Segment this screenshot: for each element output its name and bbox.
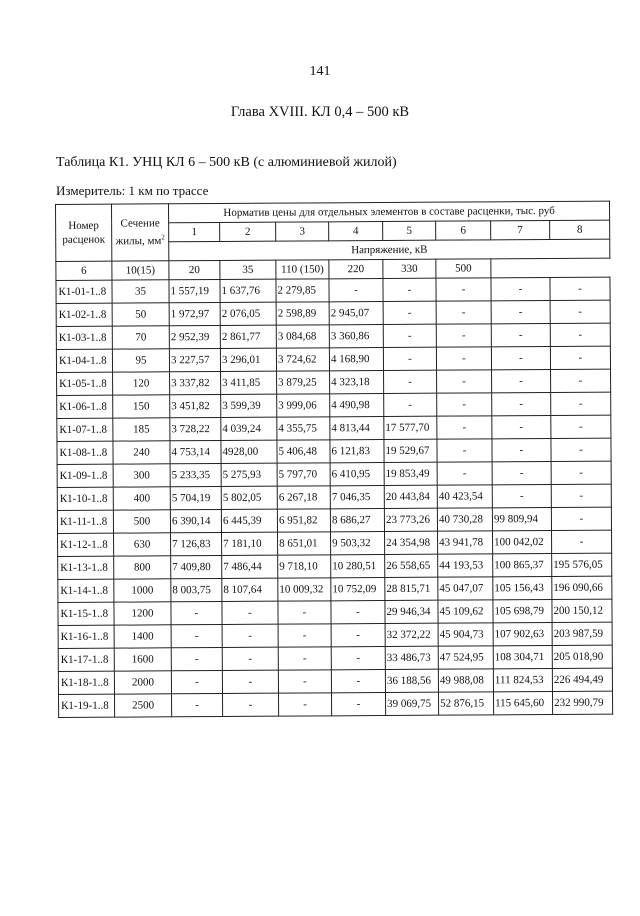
price-cell: - — [329, 278, 383, 301]
price-cell: - — [437, 393, 492, 416]
price-cell: 33 486,73 — [385, 646, 438, 669]
price-cell: 43 941,78 — [438, 531, 493, 554]
price-cell: - — [222, 670, 278, 693]
price-cell: - — [436, 347, 491, 370]
cross-section-cell: 1200 — [114, 602, 171, 625]
cross-section-cell: 630 — [114, 533, 171, 556]
price-cell: - — [331, 669, 385, 692]
price-cell: 4 490,98 — [330, 393, 384, 416]
price-cell: 8 003,75 — [171, 578, 222, 601]
cross-section-cell: 185 — [113, 418, 170, 441]
price-cell: - — [171, 670, 222, 693]
price-cell: 232 990,79 — [552, 691, 612, 714]
price-cell: - — [383, 278, 436, 301]
price-cell: 5 704,19 — [170, 486, 221, 509]
price-cell: 3 411,85 — [221, 371, 277, 394]
header-element-number: 7 — [491, 220, 550, 239]
price-cell: 196 090,66 — [552, 576, 612, 599]
price-cell: 45 047,07 — [438, 577, 493, 600]
price-cell: 115 645,60 — [493, 691, 552, 714]
rate-number-cell: К1-12-1..8 — [58, 533, 114, 556]
price-cell: 4 753,14 — [170, 440, 221, 463]
price-cell: - — [331, 646, 385, 669]
cross-section-cell: 2500 — [114, 694, 171, 717]
rate-number-cell: К1-19-1..8 — [58, 694, 114, 717]
table-title: Таблица К1. УНЦ КЛ 6 – 500 кВ (с алюминиевой жилой) — [56, 155, 397, 170]
price-cell: - — [552, 530, 612, 553]
price-cell: 6 445,39 — [221, 509, 277, 532]
rate-number-cell: К1-14-1..8 — [58, 579, 114, 602]
table-row — [58, 553, 612, 579]
price-cell: 5 233,35 — [170, 463, 221, 486]
measure-unit: Измеритель: 1 км по трассе — [56, 183, 209, 198]
price-cell: - — [222, 624, 278, 647]
table-body — [56, 277, 613, 717]
price-cell: - — [278, 670, 331, 693]
price-cell: - — [171, 693, 222, 716]
header-voltage: 110 (150) — [276, 260, 329, 279]
cross-section-cell: 400 — [113, 487, 170, 510]
price-cell: 3 451,82 — [170, 394, 221, 417]
price-cell: 7 046,35 — [330, 485, 384, 508]
price-cell: 6 267,18 — [277, 486, 330, 509]
price-cell: - — [550, 323, 610, 346]
price-cell: 100 865,37 — [493, 553, 552, 576]
price-cell: 7 126,83 — [171, 532, 222, 555]
table-row — [57, 438, 611, 464]
price-cell: 3 296,01 — [220, 348, 276, 371]
price-cell: - — [551, 507, 611, 530]
price-cell: - — [436, 278, 491, 301]
price-cell: 205 018,90 — [552, 645, 612, 668]
price-cell: - — [171, 601, 222, 624]
price-cell: - — [383, 324, 436, 347]
header-cross-section-sup: 2 — [161, 233, 165, 242]
price-cell: 4 355,75 — [277, 417, 330, 440]
header-voltage: 500 — [436, 259, 491, 278]
price-cell: - — [492, 369, 551, 392]
price-cell: 32 372,22 — [385, 623, 438, 646]
cross-section-cell: 1000 — [114, 579, 171, 602]
price-cell: 2 076,05 — [220, 302, 276, 325]
price-cell: 7 409,80 — [171, 555, 222, 578]
header-element-number: 1 — [169, 222, 220, 241]
cross-section-cell: 95 — [112, 349, 169, 372]
price-cell: 40 730,28 — [437, 508, 492, 531]
price-cell: 2 861,77 — [220, 325, 276, 348]
price-cell: - — [492, 415, 551, 438]
price-cell: - — [436, 301, 491, 324]
price-cell: - — [278, 624, 331, 647]
price-cell: 28 815,71 — [385, 577, 438, 600]
table-row — [58, 622, 612, 648]
price-cell: 7 486,44 — [222, 555, 278, 578]
price-table — [55, 201, 613, 718]
table-row — [56, 277, 610, 303]
table-row — [58, 645, 612, 671]
price-cell: 1 557,19 — [169, 279, 220, 302]
page-number: 141 — [309, 64, 331, 79]
header-voltage: 20 — [169, 260, 220, 279]
price-cell: - — [551, 369, 611, 392]
price-cell: - — [551, 484, 611, 507]
price-cell: 10 009,32 — [278, 578, 331, 601]
table-row — [57, 507, 611, 533]
price-cell: 8 107,64 — [222, 578, 278, 601]
price-cell: - — [491, 323, 550, 346]
price-cell: 1 637,76 — [220, 279, 276, 302]
price-cell: 3 227,57 — [169, 348, 220, 371]
cross-section-cell: 50 — [112, 303, 169, 326]
price-cell: 8 651,01 — [278, 532, 331, 555]
price-cell: 52 876,15 — [438, 692, 493, 715]
price-cell: 6 121,83 — [330, 439, 384, 462]
cross-section-cell: 300 — [113, 464, 170, 487]
rate-number-cell: К1-06-1..8 — [57, 395, 113, 418]
price-cell: - — [383, 347, 436, 370]
cross-section-cell: 1600 — [114, 648, 171, 671]
price-cell: - — [492, 484, 551, 507]
price-cell: 5 406,48 — [277, 440, 330, 463]
table-row — [57, 415, 611, 441]
header-voltage: 220 — [329, 259, 383, 278]
cross-section-cell: 500 — [113, 510, 170, 533]
cross-section-cell: 150 — [113, 395, 170, 418]
price-cell: - — [437, 462, 492, 485]
price-cell: - — [278, 647, 331, 670]
price-cell: - — [437, 439, 492, 462]
price-cell: 20 443,84 — [384, 485, 437, 508]
table-row — [58, 599, 612, 625]
price-cell: - — [437, 416, 492, 439]
price-cell: - — [384, 370, 437, 393]
price-cell: 108 304,71 — [493, 645, 552, 668]
header-cross-section-text: Сечение жилы, мм — [115, 217, 162, 248]
price-cell: 3 337,82 — [170, 371, 221, 394]
price-cell: 29 946,34 — [385, 600, 438, 623]
table-row — [56, 346, 610, 372]
price-cell: - — [550, 277, 610, 300]
price-cell: - — [383, 301, 436, 324]
table-row — [57, 484, 611, 510]
price-cell: 3 360,86 — [329, 324, 383, 347]
price-cell: - — [550, 346, 610, 369]
price-cell: 5 797,70 — [277, 463, 330, 486]
header-element-number: 4 — [329, 221, 383, 240]
cross-section-cell: 70 — [112, 326, 169, 349]
price-cell: 23 773,26 — [384, 508, 437, 531]
table-row — [58, 576, 612, 602]
price-cell: 3 728,22 — [170, 417, 221, 440]
table-row — [58, 691, 612, 717]
price-cell: - — [550, 300, 610, 323]
header-element-number: 6 — [436, 221, 491, 240]
price-cell: - — [551, 461, 611, 484]
price-cell: - — [222, 693, 278, 716]
price-cell: 10 752,09 — [331, 577, 385, 600]
rate-number-cell: К1-09-1..8 — [57, 464, 113, 487]
price-cell: - — [171, 624, 222, 647]
cross-section-cell: 240 — [113, 441, 170, 464]
price-cell: - — [492, 392, 551, 415]
price-cell: 19 853,49 — [384, 462, 437, 485]
price-cell: 49 988,08 — [438, 669, 493, 692]
price-cell: 4 813,44 — [330, 416, 384, 439]
header-price-group: Норматив цены для отдельных элементов в составе расценки, тыс. руб — [169, 201, 610, 223]
price-cell: 2 952,39 — [169, 325, 220, 348]
price-cell: 3 724,62 — [276, 348, 329, 371]
price-cell: 8 686,27 — [330, 508, 384, 531]
rate-number-cell: К1-08-1..8 — [57, 441, 113, 464]
header-voltage-label: Напряжение, кВ — [169, 239, 610, 261]
price-cell: 26 558,65 — [385, 554, 438, 577]
price-cell: 47 524,95 — [438, 646, 493, 669]
price-cell: - — [492, 438, 551, 461]
header-element-number: 8 — [550, 220, 610, 239]
rate-number-cell: К1-17-1..8 — [58, 648, 114, 671]
price-cell: 4 039,24 — [221, 417, 277, 440]
rate-number-cell: К1-18-1..8 — [58, 671, 114, 694]
rate-number-cell: К1-13-1..8 — [58, 556, 114, 579]
header-rate-number: Номер расценок — [56, 204, 112, 261]
price-cell: - — [222, 647, 278, 670]
price-cell: - — [222, 601, 278, 624]
rate-number-cell: К1-03-1..8 — [56, 326, 112, 349]
price-cell: 6 410,95 — [330, 462, 384, 485]
price-cell: - — [436, 324, 491, 347]
table-row — [57, 369, 611, 395]
price-cell: 107 902,63 — [493, 622, 552, 645]
rate-number-cell: К1-04-1..8 — [56, 349, 112, 372]
table-row — [57, 461, 611, 487]
price-cell: 7 181,10 — [222, 532, 278, 555]
price-cell: 10 280,51 — [331, 554, 385, 577]
price-cell: - — [384, 393, 437, 416]
price-cell: - — [491, 277, 550, 300]
price-cell: - — [491, 300, 550, 323]
table-row — [58, 530, 612, 556]
price-cell: 4 323,18 — [330, 370, 384, 393]
price-cell: 195 576,05 — [552, 553, 612, 576]
price-cell: - — [171, 647, 222, 670]
price-cell: 9 718,10 — [278, 555, 331, 578]
rate-number-cell: К1-07-1..8 — [57, 418, 113, 441]
price-cell: 111 824,53 — [493, 668, 552, 691]
table-header — [56, 201, 611, 280]
header-voltage: 330 — [383, 259, 436, 278]
price-cell: 2 279,85 — [276, 279, 329, 302]
price-cell: - — [492, 461, 551, 484]
price-cell: 5 802,05 — [221, 486, 277, 509]
header-element-number: 3 — [276, 222, 329, 241]
table-row — [56, 323, 610, 349]
price-cell: 99 809,94 — [492, 507, 551, 530]
price-cell: 9 503,32 — [331, 531, 385, 554]
header-element-number: 5 — [383, 221, 436, 240]
price-cell: 5 275,93 — [221, 463, 277, 486]
rate-number-cell: К1-02-1..8 — [56, 303, 112, 326]
rate-number-cell: К1-15-1..8 — [58, 602, 114, 625]
price-cell: 40 423,54 — [437, 485, 492, 508]
cross-section-cell: 120 — [113, 372, 170, 395]
price-cell: 39 069,75 — [385, 692, 438, 715]
rate-number-cell: К1-16-1..8 — [58, 625, 114, 648]
price-cell: 3 879,25 — [277, 371, 330, 394]
price-cell: 17 577,70 — [384, 416, 437, 439]
price-cell: 203 987,59 — [552, 622, 612, 645]
price-cell: - — [491, 346, 550, 369]
cross-section-cell: 35 — [112, 280, 169, 303]
price-cell: 200 150,12 — [552, 599, 612, 622]
price-cell: 6 390,14 — [170, 509, 221, 532]
chapter-title: Глава XVIII. КЛ 0,4 – 500 кВ — [230, 104, 410, 120]
price-cell: 105 698,79 — [493, 599, 552, 622]
price-cell: - — [551, 392, 611, 415]
price-cell: 45 109,62 — [438, 600, 493, 623]
price-cell: 4928,00 — [221, 440, 277, 463]
price-cell: 24 354,98 — [385, 531, 438, 554]
price-cell: 45 904,73 — [438, 623, 493, 646]
price-cell: 3 999,06 — [277, 394, 330, 417]
price-cell: 6 951,82 — [277, 509, 330, 532]
price-cell: - — [551, 415, 611, 438]
header-voltage: 6 — [56, 261, 112, 280]
price-cell: - — [331, 600, 385, 623]
price-cell: 3 599,39 — [221, 394, 277, 417]
rate-number-cell: К1-01-1..8 — [56, 280, 112, 303]
price-cell: - — [437, 370, 492, 393]
price-cell: 44 193,53 — [438, 554, 493, 577]
rate-number-cell: К1-11-1..8 — [57, 510, 113, 533]
price-cell: 105 156,43 — [493, 576, 552, 599]
header-voltage: 10(15) — [112, 261, 169, 280]
rate-number-cell: К1-10-1..8 — [57, 487, 113, 510]
header-voltage: 35 — [220, 260, 276, 279]
rate-number-cell: К1-05-1..8 — [57, 372, 113, 395]
price-cell: - — [278, 601, 331, 624]
price-cell: - — [331, 692, 385, 715]
price-cell: - — [551, 438, 611, 461]
table-row — [57, 392, 611, 418]
table-row — [56, 300, 610, 326]
table-row — [58, 668, 612, 694]
price-cell: 4 168,90 — [329, 347, 383, 370]
cross-section-cell: 2000 — [114, 671, 171, 694]
price-cell: 226 494,49 — [552, 668, 612, 691]
price-cell: - — [331, 623, 385, 646]
price-cell: 2 945,07 — [329, 301, 383, 324]
header-element-number: 2 — [220, 222, 276, 241]
price-cell: 3 084,68 — [276, 325, 329, 348]
cross-section-cell: 800 — [114, 556, 171, 579]
price-cell: 36 188,56 — [385, 669, 438, 692]
price-cell: 1 972,97 — [169, 302, 220, 325]
price-cell: 2 598,89 — [276, 302, 329, 325]
price-cell: 100 042,02 — [493, 530, 552, 553]
cross-section-cell: 1400 — [114, 625, 171, 648]
price-cell: 19 529,67 — [384, 439, 437, 462]
header-cross-section — [112, 204, 169, 261]
price-cell: - — [278, 693, 331, 716]
